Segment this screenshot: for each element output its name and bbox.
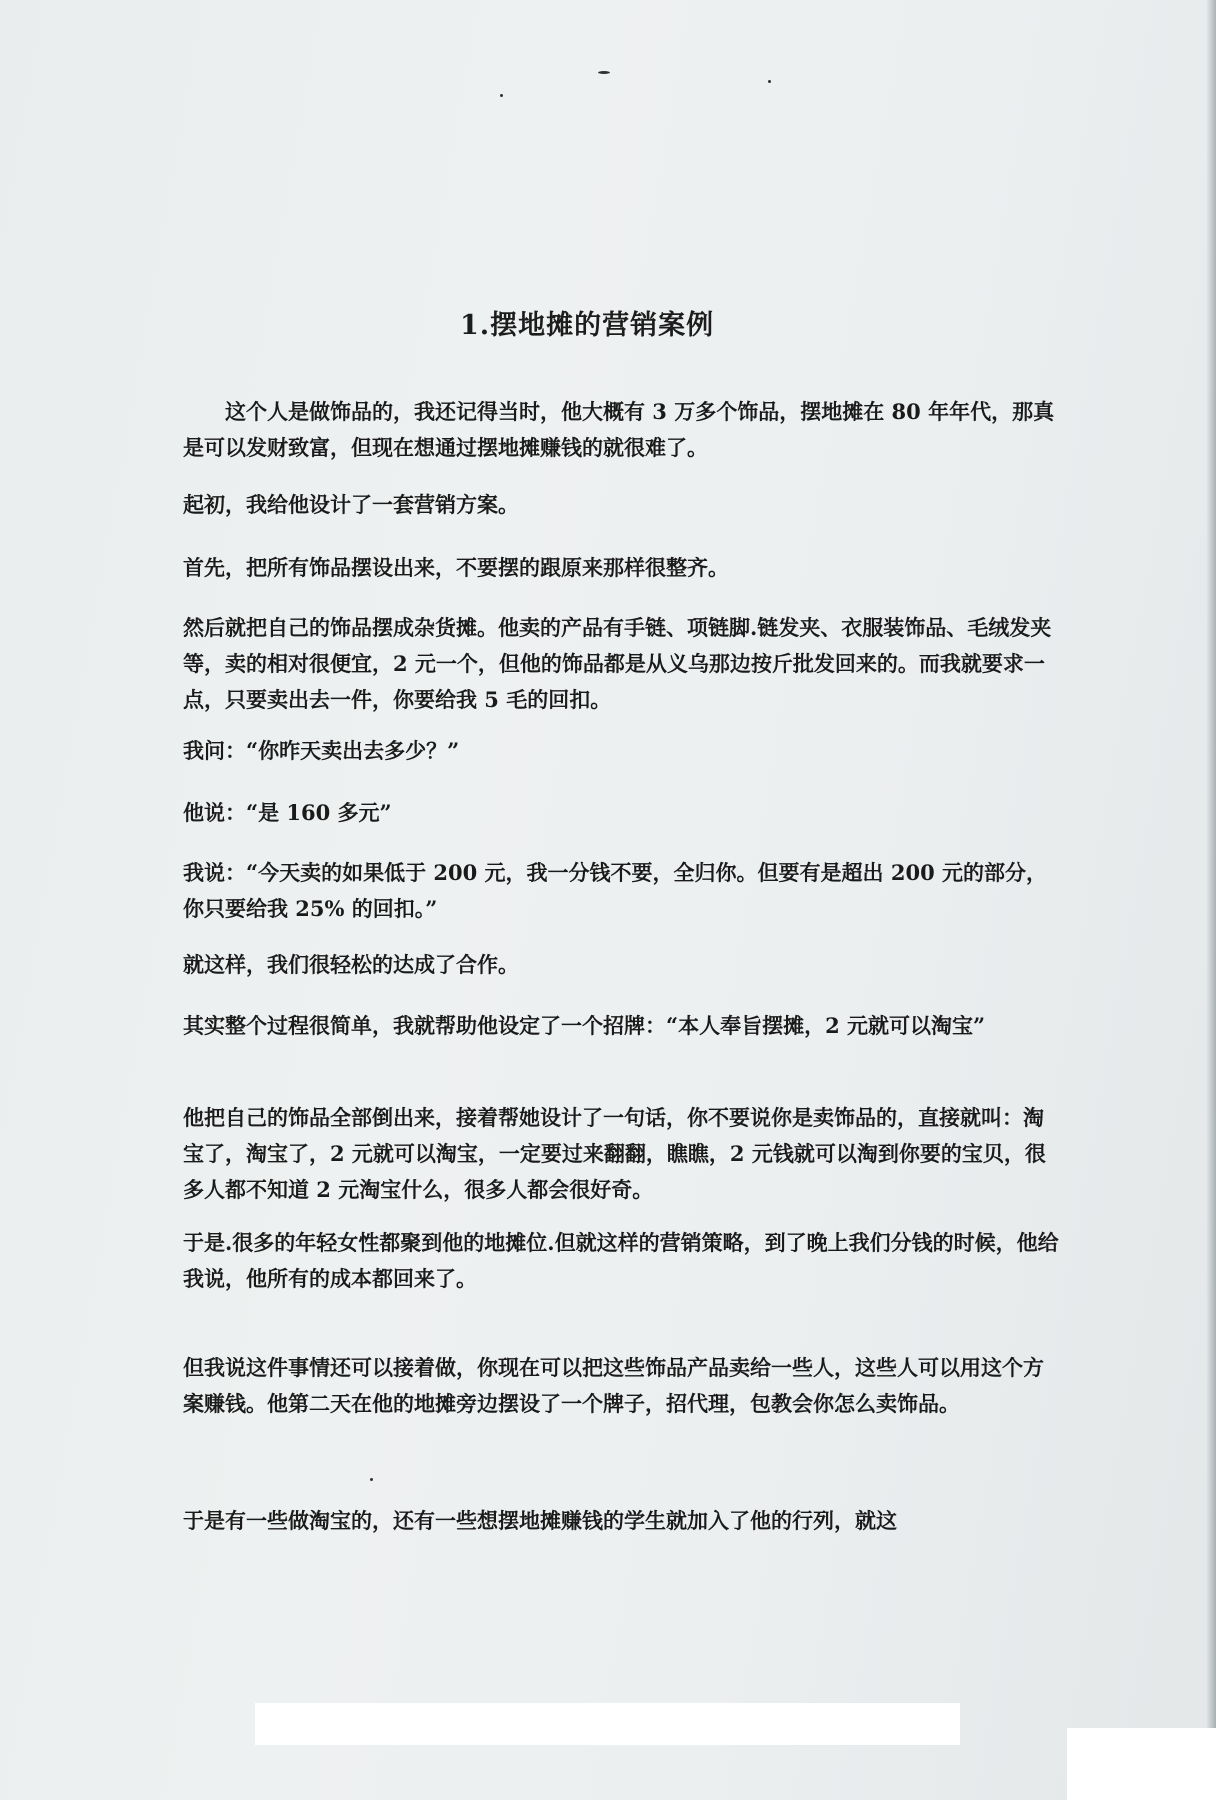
page-title: 1.摆地摊的营销案例 bbox=[460, 310, 715, 342]
scan-speck bbox=[598, 71, 610, 74]
paragraph-13: 于是有一些做淘宝的，还有一些想摆地摊赚钱的学生就加入了他的行列，就这 bbox=[183, 1508, 897, 1533]
paragraph-9: 其实整个过程很简单，我就帮助他设定了一个招牌：“本人奉旨摆摊，2 元就可以淘宝” bbox=[183, 1013, 986, 1038]
paragraph-12: 但我说这件事情还可以接着做，你现在可以把这些饰品产品卖给一些人，这些人可以用这个方案赚钱。他第二天在他的地摊旁边摆设了一个牌子，招代理，包教会你怎么卖饰品。 bbox=[183, 1355, 1044, 1416]
redaction-bar bbox=[255, 1703, 960, 1745]
scan-speck bbox=[370, 1478, 373, 1481]
paragraph-4: 然后就把自己的饰品摆成杂货摊。他卖的产品有手链、项链脚.链发夹、衣服装饰品、毛绒发夹等，卖的相对很便宜，2 元一个，但他的饰品都是从义乌那边按斤批发回来的。而我就要求一点，只要卖出去一件，你要给我 5 毛的回扣。 bbox=[183, 615, 1052, 712]
page-edge-shadow bbox=[1206, 0, 1216, 1800]
paragraph-3: 首先，把所有饰品摆设出来，不要摆的跟原来那样很整齐。 bbox=[183, 555, 729, 580]
paragraph-1: 这个人是做饰品的，我还记得当时，他大概有 3 万多个饰品，摆地摊在 80 年年代，那真是可以发财致富，但现在想通过摆地摊赚钱的就很难了。 bbox=[183, 399, 1055, 460]
scan-speck bbox=[768, 80, 771, 83]
paragraph-10: 他把自己的饰品全部倒出来，接着帮她设计了一句话，你不要说你是卖饰品的，直接就叫：淘宝了，淘宝了，2 元就可以淘宝，一定要过来翻翻，瞧瞧，2 元钱就可以淘到你要的宝贝，很多人都不知道 2 元淘宝什么，很多人都会很好奇。 bbox=[183, 1105, 1046, 1202]
paragraph-7: 我说：“今天卖的如果低于 200 元，我一分钱不要，全归你。但要有是超出 200 元的部分，你只要给我 25% 的回扣。” bbox=[183, 860, 1047, 921]
scan-speck bbox=[500, 94, 503, 97]
paragraph-11: 于是.很多的年轻女性都聚到他的地摊位.但就这样的营销策略，到了晚上我们分钱的时候，他给我说，他所有的成本都回来了。 bbox=[183, 1230, 1059, 1291]
redaction-corner bbox=[1067, 1728, 1216, 1800]
paragraph-5: 我问：“你昨天卖出去多少？” bbox=[183, 738, 460, 763]
paragraph-2: 起初，我给他设计了一套营销方案。 bbox=[183, 492, 519, 517]
paragraph-6: 他说：“是 160 多元” bbox=[183, 800, 392, 825]
paragraph-8: 就这样，我们很轻松的达成了合作。 bbox=[183, 952, 519, 977]
